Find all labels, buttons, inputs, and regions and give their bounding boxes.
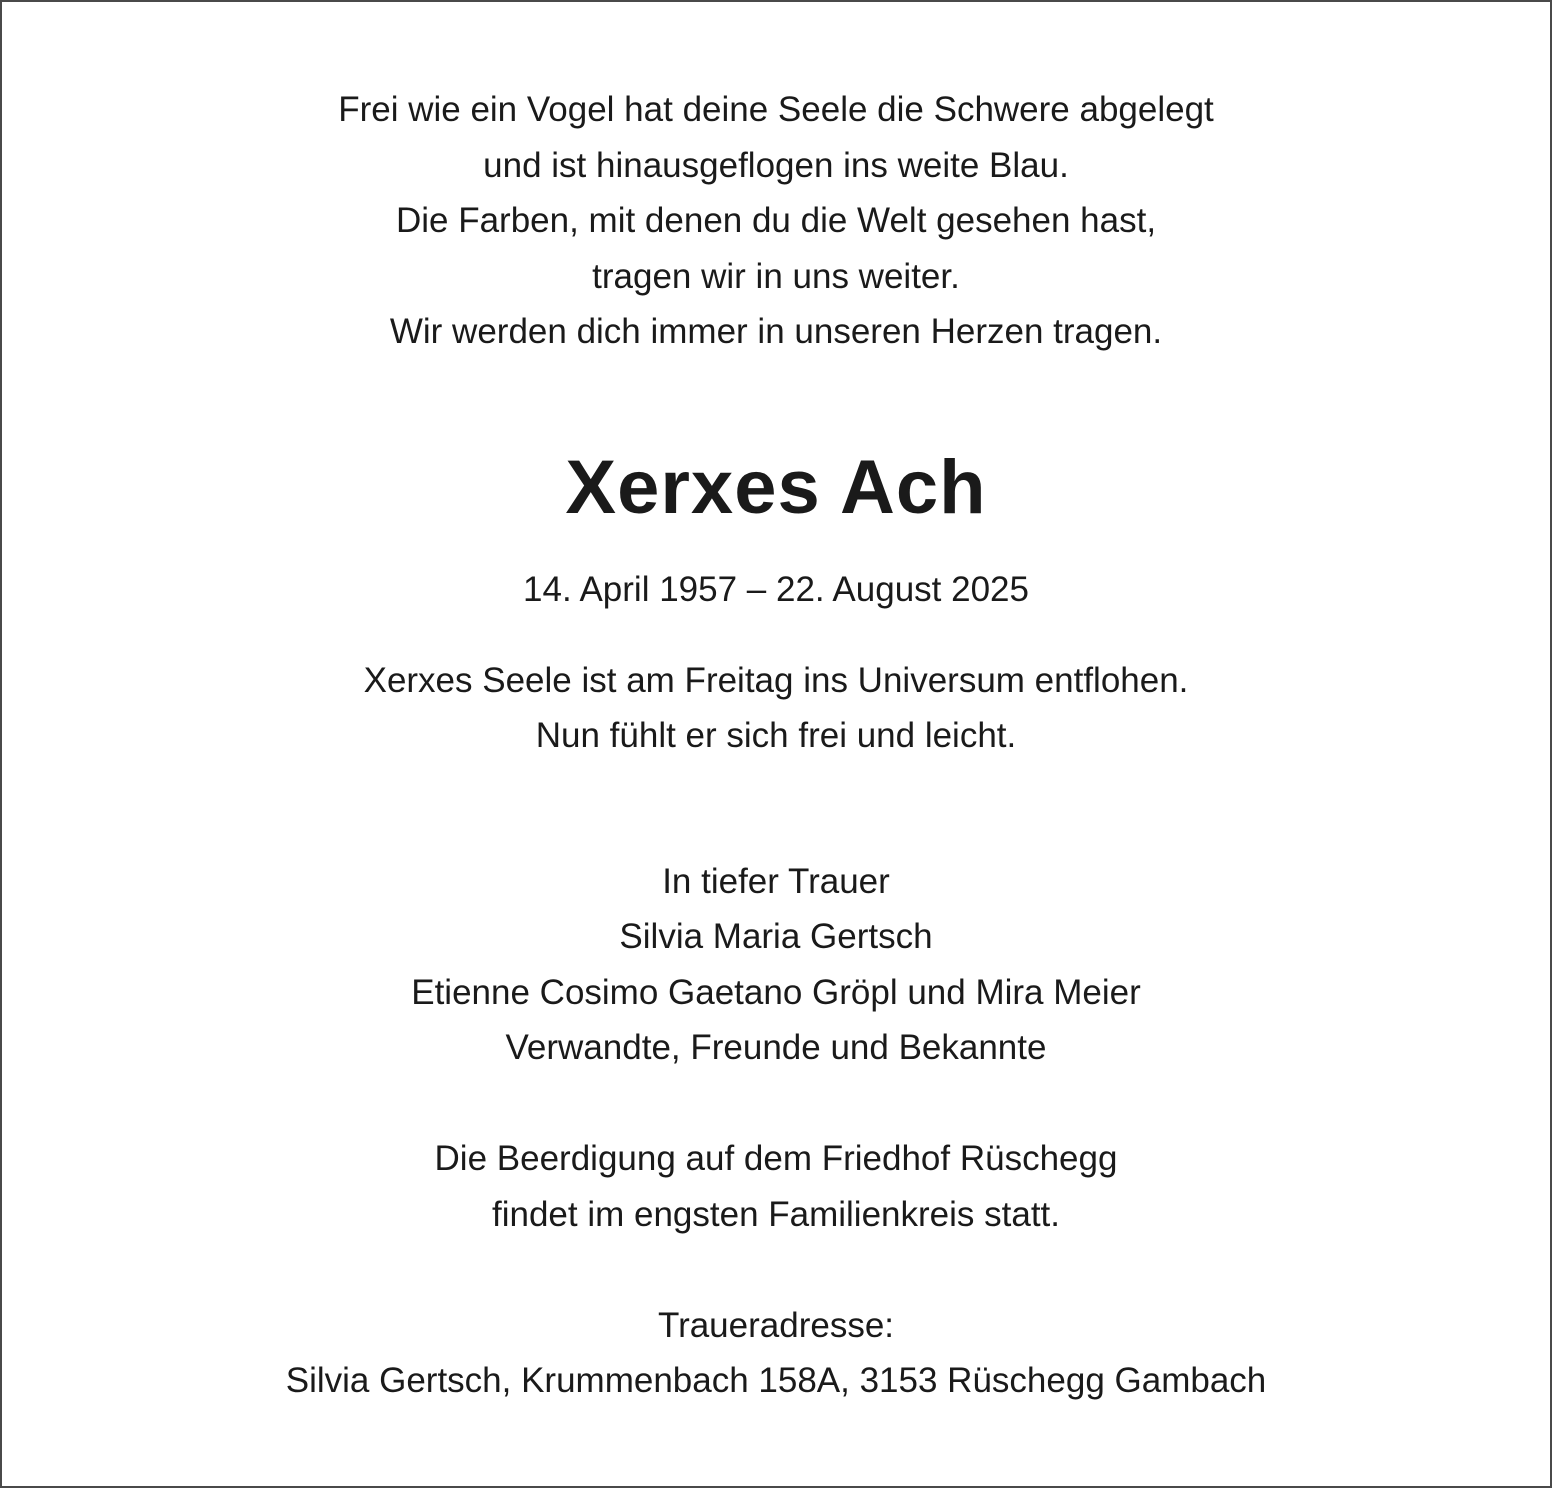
mourners-intro: In tiefer Trauer <box>662 862 890 901</box>
life-dates: 14. April 1957 – 22. August 2025 <box>523 570 1029 609</box>
funeral-line: findet im engsten Familienkreis statt. <box>491 1195 1060 1234</box>
poem-line: und ist hinausgeflogen ins weite Blau. <box>483 146 1069 185</box>
mourner-name: Etienne Cosimo Gaetano Gröpl und Mira Meier <box>411 973 1141 1012</box>
poem-line: tragen wir in uns weiter. <box>592 257 960 296</box>
poem-line: Frei wie ein Vogel hat deine Seele die Schwere abgelegt <box>338 90 1214 129</box>
message-line: Xerxes Seele ist am Freitag ins Universum entflohen. <box>363 661 1189 700</box>
message-line: Nun fühlt er sich frei und leicht. <box>535 716 1017 755</box>
address-value: Silvia Gertsch, Krummenbach 158A, 3153 Rüschegg Gambach <box>285 1361 1267 1400</box>
deceased-name: Xerxes Ach <box>565 445 987 530</box>
poem-line: Die Farben, mit denen du die Welt gesehen hast, <box>395 201 1157 240</box>
poem-line: Wir werden dich immer in unseren Herzen tragen. <box>389 312 1163 351</box>
mourner-name: Silvia Maria Gertsch <box>619 917 933 956</box>
mourner-name: Verwandte, Freunde und Bekannte <box>505 1028 1047 1067</box>
address-label: Traueradresse: <box>657 1306 895 1345</box>
funeral-line: Die Beerdigung auf dem Friedhof Rüschegg <box>434 1139 1118 1178</box>
